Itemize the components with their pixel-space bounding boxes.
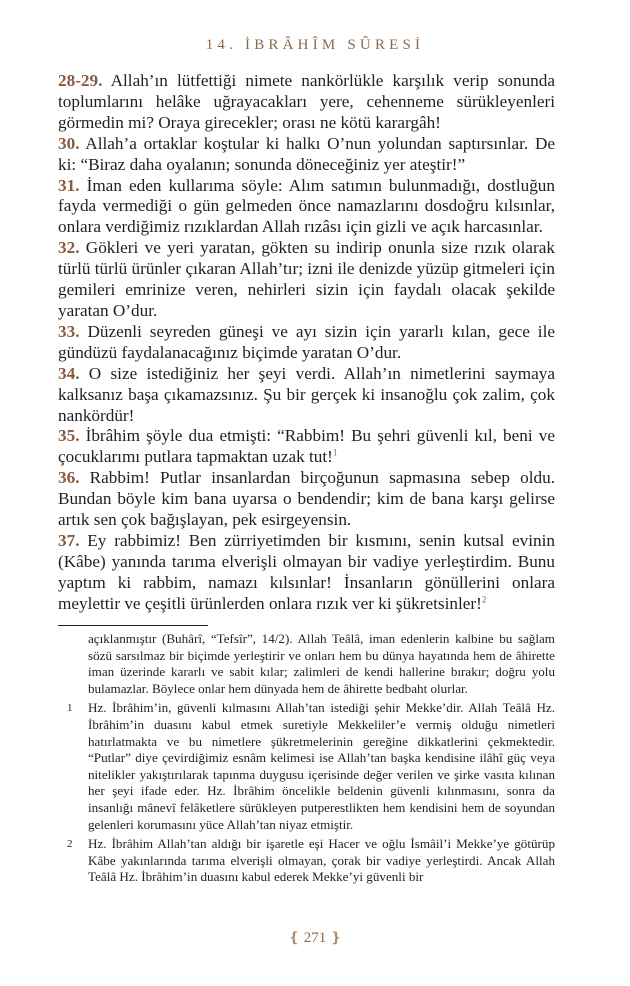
ornament-right-icon: ❵ xyxy=(330,931,342,946)
page-number: 271 xyxy=(303,930,327,946)
verse-number: 34. xyxy=(58,363,80,383)
verse-37 xyxy=(58,531,555,615)
footnote-2 xyxy=(58,836,555,886)
footnote-text: açıklanmıştır (Buhârî, “Tefsîr”, 14/2). Allah Teâlâ, iman edenlerin kalbine bu sağlam sözü sarsılmaz bir biçimde yerleştirir ve onları hem bu dünya hayatında hem de âhirette iman üzerinde kararlı ve sabit kılar; zalimleri de kendi hallerine bırakır; doğru yolu bulamazlar. Böylece onlar hem dünyada hem de âhirette bedbaht olurlar. xyxy=(88,631,555,696)
verse-text: İbrâhim şöyle dua etmişti: “Rabbim! Bu şehri güvenli kıl, beni ve çocuklarımı putlara tapmaktan uzak tut! xyxy=(58,426,555,467)
verse-30 xyxy=(58,134,555,176)
footnote-text: Hz. İbrâhim’in, güvenli kılmasını Allah’tan istediği şehir Mekke’dir. Allah Teâlâ Hz. İbrâhim’in duasını kabul etmek suretiyle Mekkeliler’e vermiş olduğu nimetleri hatırlatmakta ve bu nimetlere şükretmelerinin gereğine dikkatlerini çekmektedir. “Putlar” diye çevirdiğimiz esnâm kelimesi ise Allah’tan başka kendisine ilâhî güç veya nitelikler yakıştırılarak tapınma duygusu içerisinde değer verilen ve şirke vasıta kılınan her şeyi ifade eder. Hz. İbrâhim öncelikle beldenin güvenli kılınmasını, sonra da insanlığı mânevî felâketlere sürükleyen putperestlikten hem kendisini hem de soyundan gelenleri korumasını yüce Allah’tan niyaz etmiştir. xyxy=(88,700,555,832)
surah-header: 14. İBRÂHÎM SÛRESİ xyxy=(205,37,425,53)
footnote-text: Hz. İbrâhim Allah’tan aldığı bir işaretle eşi Hacer ve oğlu İsmâil’i Mekke’ye götürüp Kâbe yakınlarında tarıma elverişli olmayan, çorak bir vadiye yerleştirdi. Ancak Allah Teâlâ Hz. İbrâhim’in duasını kabul ederek Mekke’yi güvenli bir xyxy=(88,836,555,885)
footnote-ref-2[interactable]: 2 xyxy=(481,593,487,604)
verse-34 xyxy=(58,364,555,427)
page-footer xyxy=(0,930,630,947)
verse-number: 32. xyxy=(58,238,80,258)
footnote-1 xyxy=(58,700,555,833)
verse-number: 35. xyxy=(58,426,80,446)
verse-number: 30. xyxy=(58,133,80,153)
verse-35 xyxy=(58,426,555,468)
verse-text: Ey rabbimiz! Ben zürriyetimden bir kısmını, senin kutsal evinin (Kâbe) yanında tarıma elverişli olmayan bir vadiye yerleştirdim. Bunu yaptım ki rabbim, namazı kılsınlar! İnsanların gönüllerini onlara meylettir ve çeşitli ürünlerden onlara rızık ver ki şükretsinler! xyxy=(58,530,555,613)
footnote-number: 2 xyxy=(67,838,73,851)
verse-text: Allah’a ortaklar koştular ki halkı O’nun yolundan saptırsınlar. De ki: “Biraz daha oyalanın; sonunda döneceğiniz yer ateştir!” xyxy=(58,133,555,174)
footnote-continued xyxy=(58,631,555,697)
verse-text: Gökleri ve yeri yaratan, gökten su indirip onunla size rızık olarak türlü türlü ürünler çıkaran Allah’tır; izni ile denizde yüzüp gitmeleri için gemileri emrinize veren, nehirleri sizin için faydalı olacak şekilde yaratan O’dur. xyxy=(58,238,556,320)
verse-33 xyxy=(58,322,555,364)
verse-28-29 xyxy=(58,71,555,134)
verse-text: Rabbim! Putlar insanlardan birçoğunun sapmasına sebep oldu. Bundan böyle kim bana uyarsa o bendendir; kim de bana karşı gelirse artık sen çok bağışlayan, pek esirgeyensin. xyxy=(58,468,555,530)
verse-text: İman eden kullarıma söyle: Alım satımın bulunmadığı, dostluğun fayda vermediği o gün gelmeden önce namazlarını dosdoğru kılsınlar, onlara verdiğimiz rızıklardan Allah rızâsı için gizli ve açık harcasınlar. xyxy=(58,175,555,237)
verse-number: 31. xyxy=(58,175,80,195)
verse-number: 37. xyxy=(58,530,80,550)
footnotes xyxy=(58,631,555,889)
verse-text: O size istediğiniz her şeyi verdi. Allah’ın nimetlerini saymaya kalksanız başa çıkamazsınız. Şu bir gerçek ki insanoğlu çok zalim, çok nankördür! xyxy=(58,363,555,425)
verse-text: Düzenli seyreden güneşi ve ayı sizin için yararlı kılan, gece ile gündüzü faydalanacağınız biçimde yaratan O’dur. xyxy=(58,321,555,362)
footnote-number: 1 xyxy=(67,702,73,715)
verse-36 xyxy=(58,468,555,531)
verse-32 xyxy=(58,238,555,322)
verse-number: 28-29. xyxy=(58,71,103,90)
verse-text: Allah’ın lütfettiği nimete nankörlükle karşılık verip sonunda toplumlarını helâke uğrayacakları yere, cehenneme sürükleyenleri görmedin mi? Oraya girecekler; orası ne kötü karargâh! xyxy=(58,71,555,132)
verse-list xyxy=(58,71,555,615)
footnote-ref-1[interactable]: 1 xyxy=(332,447,338,458)
verse-number: 33. xyxy=(58,321,80,341)
ornament-left-icon: ❴ xyxy=(288,931,300,946)
verse-31 xyxy=(58,176,555,239)
verse-number: 36. xyxy=(58,468,80,488)
footnote-divider xyxy=(58,625,208,626)
